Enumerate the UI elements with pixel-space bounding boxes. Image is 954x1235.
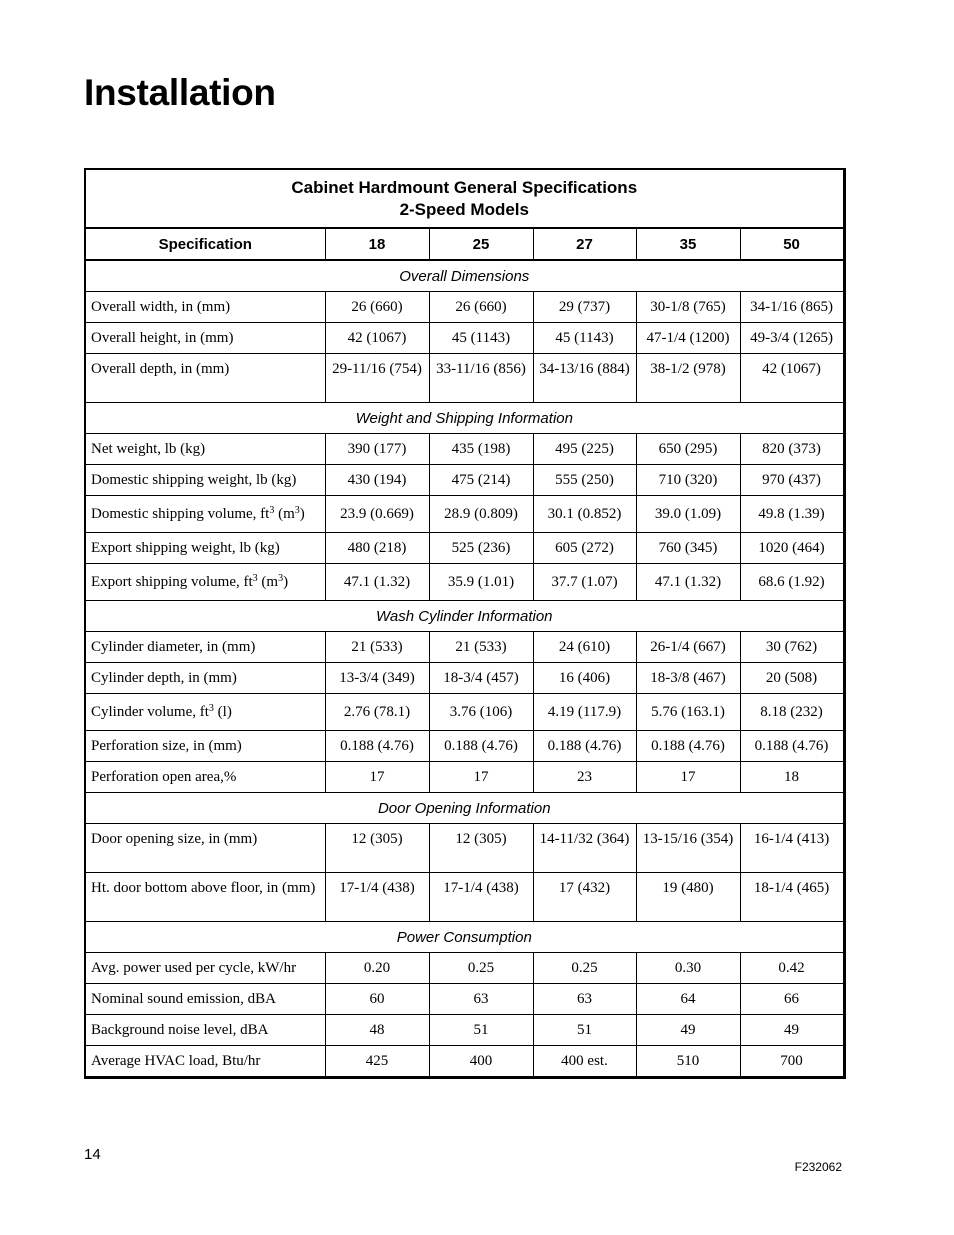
spec-value: 45 (1143) [533,323,636,354]
spec-value: 26 (660) [429,292,533,323]
table-row [85,873,844,922]
table-row [85,292,844,323]
spec-value: 495 (225) [533,434,636,465]
spec-value: 16-1/4 (413) [740,824,844,873]
spec-value: 29-11/16 (754) [325,354,429,403]
table-caption [85,169,844,228]
spec-value: 3.76 (106) [429,694,533,731]
spec-label: Cylinder depth, in (mm) [85,663,325,694]
spec-value: 0.25 [533,953,636,984]
spec-value: 66 [740,984,844,1015]
spec-value: 33-11/16 (856) [429,354,533,403]
column-header-model-50: 50 [740,228,844,260]
spec-value: 47.1 (1.32) [325,564,429,601]
spec-value: 430 (194) [325,465,429,496]
spec-value: 30 (762) [740,632,844,663]
spec-label: Background noise level, dBA [85,1015,325,1046]
specifications-table [84,168,846,1079]
spec-value: 0.188 (4.76) [740,731,844,762]
spec-label-superscript: 3 [208,703,214,714]
spec-label-superscript: 3 [278,573,284,584]
spec-value: 12 (305) [429,824,533,873]
table-row [85,694,844,731]
spec-value: 0.188 (4.76) [325,731,429,762]
spec-value: 0.188 (4.76) [429,731,533,762]
spec-value: 49-3/4 (1265) [740,323,844,354]
spec-value: 34-1/16 (865) [740,292,844,323]
section-header-row [85,793,844,824]
spec-value: 21 (533) [325,632,429,663]
table-row [85,731,844,762]
spec-label: Nominal sound emission, dBA [85,984,325,1015]
section-header-row [85,403,844,434]
spec-value: 17 [636,762,740,793]
spec-value: 64 [636,984,740,1015]
spec-value: 650 (295) [636,434,740,465]
spec-value: 37.7 (1.07) [533,564,636,601]
spec-value: 18-3/8 (467) [636,663,740,694]
section-header-row [85,922,844,953]
spec-value: 38-1/2 (978) [636,354,740,403]
spec-value: 0.188 (4.76) [636,731,740,762]
table-row [85,1046,844,1078]
spec-value: 49 [740,1015,844,1046]
spec-label-text: Domestic shipping volume, ft [91,506,270,522]
table-caption-line2: 2-Speed Models [399,199,529,219]
spec-value: 17-1/4 (438) [429,873,533,922]
spec-value: 63 [533,984,636,1015]
spec-value: 400 [429,1046,533,1078]
spec-label-text: ) [299,506,305,522]
spec-value: 30-1/8 (765) [636,292,740,323]
column-header-model-25: 25 [429,228,533,260]
spec-value: 63 [429,984,533,1015]
spec-value: 820 (373) [740,434,844,465]
spec-label [85,694,325,731]
section-title: Overall Dimensions [85,260,844,292]
spec-label-text: ) [283,574,289,590]
spec-label-superscript: 3 [269,505,275,516]
spec-value: 435 (198) [429,434,533,465]
table-row [85,533,844,564]
spec-value: 17-1/4 (438) [325,873,429,922]
spec-value: 60 [325,984,429,1015]
spec-value: 29 (737) [533,292,636,323]
page-title: Installation [84,72,276,113]
table-row [85,632,844,663]
spec-value: 480 (218) [325,533,429,564]
spec-label: Cylinder diameter, in (mm) [85,632,325,663]
table-row [85,323,844,354]
spec-label [85,564,325,601]
spec-value: 0.42 [740,953,844,984]
spec-label: Perforation open area,% [85,762,325,793]
spec-value: 26 (660) [325,292,429,323]
spec-value: 510 [636,1046,740,1078]
spec-value: 710 (320) [636,465,740,496]
spec-value: 23.9 (0.669) [325,496,429,533]
table-row [85,434,844,465]
section-header-row [85,601,844,632]
table-row [85,1015,844,1046]
table-caption-line1: Cabinet Hardmount General Specifications [291,177,638,197]
column-header-model-18: 18 [325,228,429,260]
spec-value: 45 (1143) [429,323,533,354]
spec-value: 51 [533,1015,636,1046]
page-number: 14 [84,1146,101,1163]
spec-label: Ht. door bottom above floor, in (mm) [85,873,325,922]
section-title: Wash Cylinder Information [85,601,844,632]
spec-value: 17 (432) [533,873,636,922]
spec-value: 20 (508) [740,663,844,694]
table-row [85,762,844,793]
spec-value: 13-15/16 (354) [636,824,740,873]
spec-label-text: Cylinder volume, ft [91,704,209,720]
spec-value: 700 [740,1046,844,1078]
spec-value: 400 est. [533,1046,636,1078]
section-title: Power Consumption [85,922,844,953]
spec-value: 555 (250) [533,465,636,496]
spec-value: 30.1 (0.852) [533,496,636,533]
table-header-row [85,228,844,260]
spec-value: 34-13/16 (884) [533,354,636,403]
spec-value: 17 [429,762,533,793]
spec-label: Avg. power used per cycle, kW/hr [85,953,325,984]
spec-value: 19 (480) [636,873,740,922]
spec-value: 21 (533) [429,632,533,663]
spec-label-text: (m [257,574,279,590]
spec-value: 475 (214) [429,465,533,496]
section-header-row [85,260,844,292]
spec-value: 14-11/32 (364) [533,824,636,873]
spec-label-text: (l) [213,704,232,720]
spec-value: 18-1/4 (465) [740,873,844,922]
spec-value: 18 [740,762,844,793]
spec-label [85,496,325,533]
spec-value: 24 (610) [533,632,636,663]
spec-label-text: (m [274,506,295,522]
spec-value: 13-3/4 (349) [325,663,429,694]
spec-value: 26-1/4 (667) [636,632,740,663]
table-row [85,953,844,984]
spec-value: 18-3/4 (457) [429,663,533,694]
spec-value: 0.30 [636,953,740,984]
spec-value: 4.19 (117.9) [533,694,636,731]
spec-label-text: Export shipping volume, ft [91,574,253,590]
spec-value: 0.25 [429,953,533,984]
spec-value: 47-1/4 (1200) [636,323,740,354]
column-header-model-35: 35 [636,228,740,260]
spec-label: Average HVAC load, Btu/hr [85,1046,325,1078]
spec-value: 2.76 (78.1) [325,694,429,731]
spec-value: 12 (305) [325,824,429,873]
table-row [85,984,844,1015]
spec-value: 42 (1067) [740,354,844,403]
spec-label: Overall height, in (mm) [85,323,325,354]
spec-value: 425 [325,1046,429,1078]
spec-value: 605 (272) [533,533,636,564]
section-title: Weight and Shipping Information [85,403,844,434]
spec-label: Domestic shipping weight, lb (kg) [85,465,325,496]
spec-value: 5.76 (163.1) [636,694,740,731]
spec-label: Perforation size, in (mm) [85,731,325,762]
column-header-specification: Specification [85,228,325,260]
spec-value: 49.8 (1.39) [740,496,844,533]
spec-value: 39.0 (1.09) [636,496,740,533]
table-row [85,496,844,533]
spec-value: 17 [325,762,429,793]
table-row [85,564,844,601]
table-row [85,354,844,403]
spec-value: 47.1 (1.32) [636,564,740,601]
spec-value: 23 [533,762,636,793]
spec-value: 0.188 (4.76) [533,731,636,762]
spec-value: 48 [325,1015,429,1046]
spec-value: 49 [636,1015,740,1046]
spec-label: Export shipping weight, lb (kg) [85,533,325,564]
table-row [85,465,844,496]
section-title: Door Opening Information [85,793,844,824]
spec-value: 1020 (464) [740,533,844,564]
spec-value: 68.6 (1.92) [740,564,844,601]
spec-value: 525 (236) [429,533,533,564]
spec-value: 970 (437) [740,465,844,496]
spec-label-superscript: 3 [252,573,258,584]
spec-value: 8.18 (232) [740,694,844,731]
table-row [85,824,844,873]
column-header-model-27: 27 [533,228,636,260]
spec-label: Overall depth, in (mm) [85,354,325,403]
spec-value: 390 (177) [325,434,429,465]
document-code: F232062 [794,1160,842,1174]
spec-value: 51 [429,1015,533,1046]
spec-value: 0.20 [325,953,429,984]
spec-value: 16 (406) [533,663,636,694]
spec-value: 35.9 (1.01) [429,564,533,601]
spec-label: Net weight, lb (kg) [85,434,325,465]
spec-value: 42 (1067) [325,323,429,354]
spec-label-superscript: 3 [294,505,300,516]
spec-value: 760 (345) [636,533,740,564]
table-row [85,663,844,694]
spec-label: Overall width, in (mm) [85,292,325,323]
spec-label: Door opening size, in (mm) [85,824,325,873]
spec-value: 28.9 (0.809) [429,496,533,533]
